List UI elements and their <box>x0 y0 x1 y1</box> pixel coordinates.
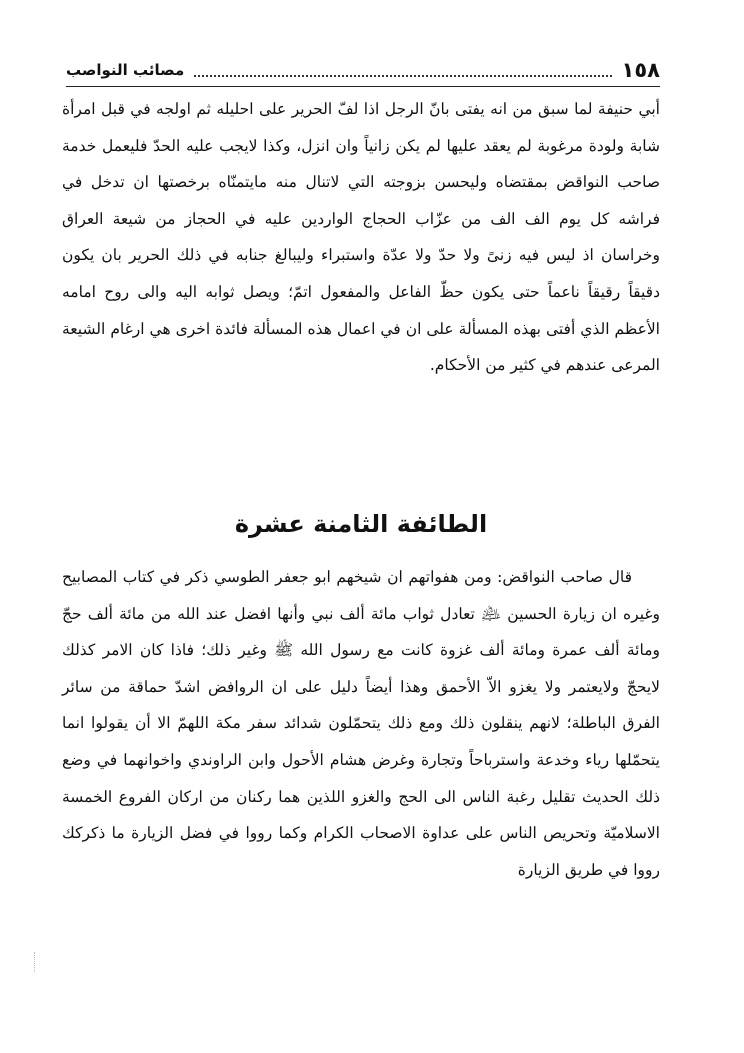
paragraph: قال صاحب النواقض: ومن هفواتهم ان شيخهم ابو جعفر الطوسي ذكر في كتاب المصابيح وغيره ان زيارة الحسين ﵇ تعادل ثواب مائة ألف نبي وأنها افضل عند الله من مائة ألف حجّ ومائة ألف عمرة ومائة ألف غزوة كانت مع رسول الله ﷺ وغير ذلك؛ فاذا كان الامر كذلك لايحجّ ولايعتمر ولا يغزو الاّ الأحمق وهذا أيضاً دليل على ان الروافض اشدّ حماقة من سائر الفرق الباطلة؛ لانهم ينقلون ذلك ومع ذلك يتحمّلون شدائد سفر مكة اللهمّ الا أن يقولوا انما يتحمّلها رياء وخدعة واسترباحاً وتجارة وغرض هشام الأحول وابن الراوندي واخوانهما في وضع ذلك الحديث تقليل رغبة الناس الى الحج والغزو اللذين هما ركنان من اركان الفروع الخمسة الاسلاميّة وتحريص الناس على عداوة الاصحاب الكرام وكما رووا في فضل الزيارة ما ذكركك رووا في طريق الزيارة <box>62 568 660 879</box>
paragraph: أبي حنيفة لما سبق من انه يفتى بانّ الرجل اذا لفّ الحرير على احليله ثم اولجه في قبل امرأة شابة ولودة مرغوبة لم يعقد عليها لم يكن زانياً وان انزل، وكذا لايجب عليه الحدّ فليعمل خدمة صاحب النواقض بمقتضاه وليحسن بزوجته التي لاتنال منه مايتمنّاه برخصتها ان تدخل في فراشه كل يوم الف الف من عزّاب الحجاج الواردين عليه في الحجاز من شيعة العراق وخراسان اذ ليس فيه زنىً ولا حدّ ولا عدّة واستبراء وليبالغ جنابه في ذلك الحرير بان يكون دقيقاً رقيقاً ناعماً حتى يكون حظّ الفاعل والمفعول اتمّ؛ ويصل ثوابه اليه والى روح امامه الأعظم الذي أفتى بهذه المسألة على ان في اعمال هذه المسألة فائدة اخرى هي ارغام الشيعة المرعى عندهم في كثير من الأحكام. <box>62 100 660 375</box>
page-number: ١٥٨ <box>621 58 660 82</box>
header-dotted-leader <box>194 75 611 77</box>
body-text-block-2 <box>62 559 660 888</box>
body-text-block-1 <box>62 91 660 384</box>
section-heading: الطائفة الثامنة عشرة <box>234 510 488 538</box>
running-header <box>66 54 660 87</box>
running-header-title: مصائب النواصب <box>66 61 185 79</box>
scan-margin-mark <box>34 952 39 972</box>
